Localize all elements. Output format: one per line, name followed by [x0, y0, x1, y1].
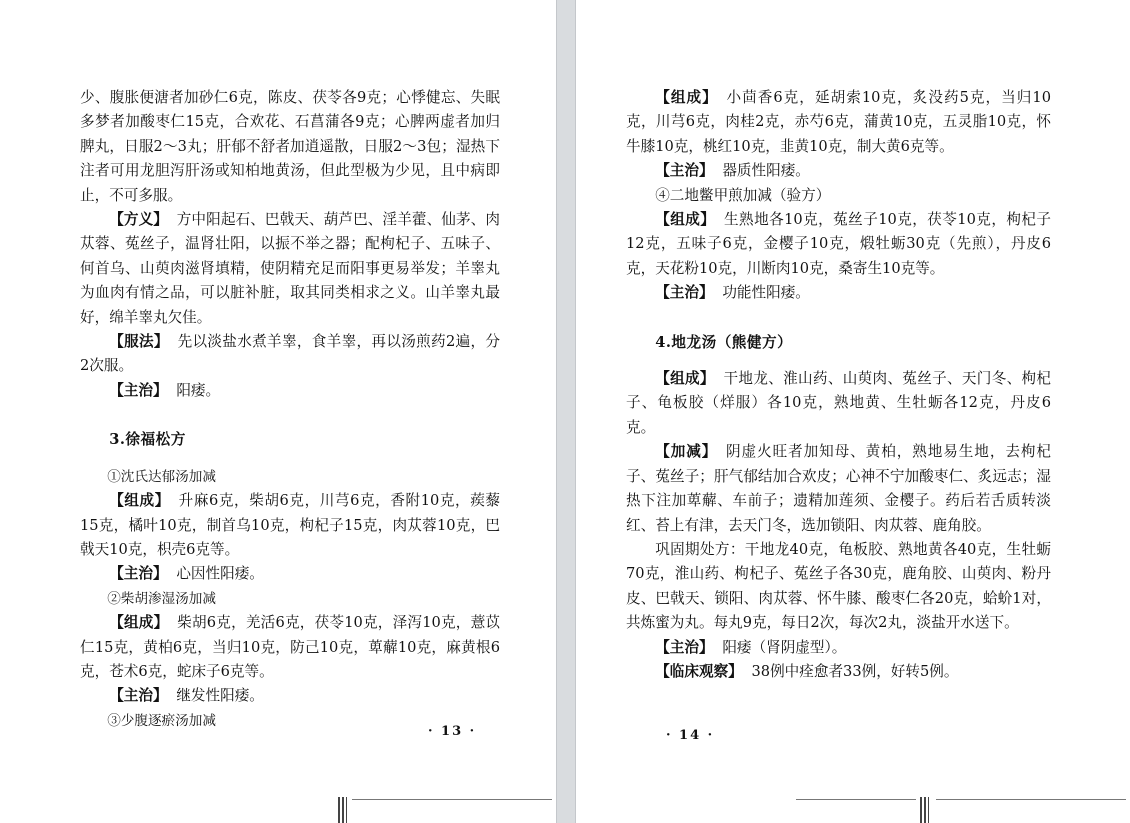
paragraph-text: 器质性阳痿。 [722, 162, 810, 180]
paragraph-indication [80, 562, 500, 586]
section-tag: 【主治】 [655, 284, 714, 302]
paragraph-administration [80, 330, 500, 379]
section-heading: 3.徐福松方 [109, 431, 186, 449]
right-page [576, 0, 1130, 823]
paragraph-composition [80, 489, 500, 562]
paragraph-composition [626, 208, 1051, 281]
paragraph-modifications [80, 86, 500, 208]
paragraph-text: 生熟地各10克，菟丝子10克，茯苓10克，枸杞子12克，五味子6克，金樱子10克，煅牡蛎30克（先煎），丹皮6克，天花粉10克，川断肉10克，桑寄生10克等。 [626, 211, 1051, 277]
scan-artifact [338, 797, 556, 823]
section-tag: 【主治】 [655, 638, 714, 656]
paragraph-clinical-observation [626, 660, 1051, 684]
paragraph-text: 继发性阳痿。 [176, 687, 264, 705]
section-heading: 4.地龙汤（熊健方） [655, 333, 793, 351]
section-tag: 【主治】 [109, 381, 168, 399]
section-tag: 【组成】 [655, 89, 718, 106]
section-tag: 【组成】 [109, 492, 170, 510]
paragraph-text: 干地龙、淮山药、山萸肉、菟丝子、天门冬、枸杞子、龟板胶（烊服）各10克，熟地黄、生牡蛎各12克，丹皮6克。 [626, 370, 1051, 436]
paragraph-text: 先以淡盐水煮羊睾，食羊睾，再以汤煎药2遍，分2次服。 [80, 333, 500, 375]
section-tag: 【方义】 [109, 211, 168, 229]
page-number: · 13 · [428, 724, 477, 739]
scan-artifact [796, 797, 1130, 823]
paragraph-text: 功能性阳痿。 [722, 284, 810, 302]
sub-formula-title: ②柴胡渗湿汤加减 [107, 590, 216, 607]
section-tag: 【组成】 [655, 370, 715, 388]
paragraph-formula-meaning [80, 208, 500, 330]
paragraph-text: 方中阳起石、巴戟天、葫芦巴、淫羊藿、仙茅、肉苁蓉、菟丝子，温肾壮阳，以振不举之器；配枸杞子、五味子、何首乌、山萸肉滋肾填精，使阴精充足而阳事更易举发；羊睾丸为血肉有情之品，可以脏补脏，取其同类相求之义。山羊睾丸最好，绵羊睾丸欠佳。 [80, 211, 500, 326]
section-tag: 【主治】 [109, 565, 168, 583]
paragraph-indication [80, 379, 500, 403]
section-tag: 【临床观察】 [655, 662, 743, 680]
paragraph-modification [626, 440, 1051, 538]
paragraph-text: 少、腹胀便溏者加砂仁6克，陈皮、茯苓各9克；心悸健忘、失眠多梦者加酸枣仁15克，合欢花、石菖蒲各9克；心脾两虚者加归脾丸，日服2～3丸；肝郁不舒者加逍遥散，日服2～3包；湿热下注者可用龙胆泻肝汤或知柏地黄汤，但此型极为少见，且中病即止，不可多服。 [80, 89, 500, 204]
section-tag: 【组成】 [655, 211, 716, 229]
paragraph-text: 阴虚火旺者加知母、黄柏，熟地易生地，去枸杞子、菟丝子；肝气郁结加合欢皮；心神不宁加酸枣仁、炙远志；湿热下注加萆薢、车前子；遗精加莲须、金樱子。药后若舌质转淡红、苔上有津，去天门冬，选加锁阳、肉苁蓉、鹿角胶。 [626, 443, 1051, 534]
left-page [0, 0, 556, 823]
paragraph-composition [80, 611, 500, 684]
paragraph-text: 阳痿（肾阴虚型）。 [722, 638, 847, 656]
paragraph-composition [626, 367, 1051, 440]
paragraph-text: 升麻6克，柴胡6克，川芎6克，香附10克，蒺藜15克，橘叶10克，制首乌10克，枸杞子15克，肉苁蓉10克，巴戟天10克，枳壳6克等。 [80, 492, 500, 558]
section-tag: 【主治】 [655, 162, 714, 180]
paragraph-text: 柴胡6克，羌活6克，茯苓10克，泽泻10克，薏苡仁15克，黄柏6克，当归10克，防己10克，萆薢10克，麻黄根6克，苍术6克，蛇床子6克等。 [80, 614, 500, 680]
paragraph-composition [626, 86, 1051, 159]
section-tag: 【服法】 [109, 333, 169, 351]
section-tag: 【组成】 [109, 614, 169, 632]
paragraph-consolidation [626, 538, 1051, 636]
paragraph-text: 心因性阳痿。 [176, 565, 264, 583]
page-number: · 14 · [666, 728, 715, 743]
paragraph-indication [80, 684, 500, 708]
paragraph-text: 小茴香6克，延胡索10克，炙没药5克，当归10克，川芎6克，肉桂2克，赤芍6克，蒲黄10克，五灵脂10克，怀牛膝10克，桃红10克，韭黄10克，制大黄6克等。 [626, 89, 1051, 155]
paragraph-text: 巩固期处方：干地龙40克，龟板胶、熟地黄各40克，生牡蛎70克，淮山药、枸杞子、菟丝子各30克，鹿角胶、山萸肉、粉丹皮、巴戟天、锁阳、肉苁蓉、怀牛膝、酸枣仁各20克，蛤蚧1对，共炼蜜为丸。每丸9克，每日2次，每次2丸，淡盐开水送下。 [626, 540, 1051, 632]
sub-formula-title: ④二地鳖甲煎加减（验方） [655, 186, 831, 204]
paragraph-text: 阳痿。 [176, 381, 221, 399]
sub-formula-title: ①沈氏达郁汤加减 [107, 468, 216, 485]
right-page-text [626, 86, 1051, 684]
paragraph-indication [626, 281, 1051, 305]
sub-formula-title: ③少腹逐瘀汤加减 [107, 712, 216, 729]
paragraph-text: 38例中痊愈者33例，好转5例。 [751, 662, 959, 680]
section-tag: 【主治】 [109, 687, 168, 705]
left-page-text [80, 86, 500, 733]
page-gutter [556, 0, 576, 823]
section-tag: 【加减】 [655, 443, 718, 461]
paragraph-indication [626, 636, 1051, 660]
paragraph-indication [626, 159, 1051, 183]
